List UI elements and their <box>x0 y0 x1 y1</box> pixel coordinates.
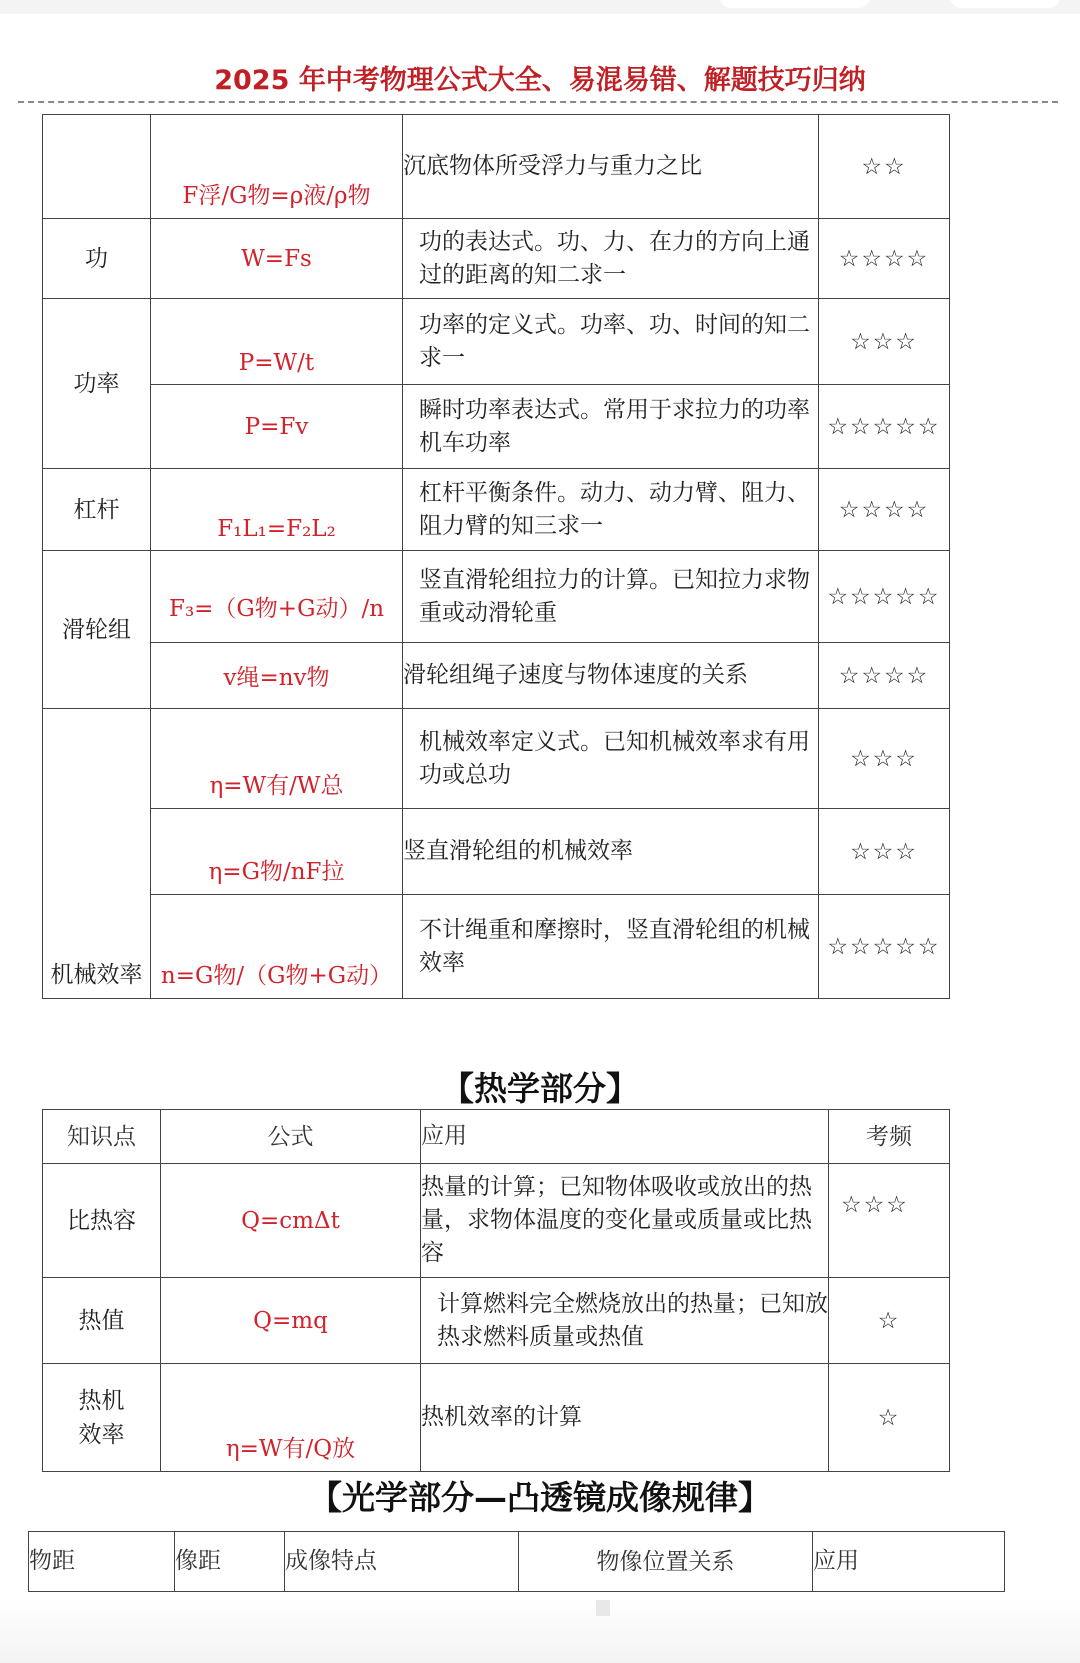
mechanics-table <box>42 114 950 999</box>
table-row <box>43 1164 950 1278</box>
table-row <box>43 643 950 709</box>
header-position-relation: 物像位置关系 <box>519 1532 813 1592</box>
knowledge-cell: 杠杆 <box>43 469 151 551</box>
table-row <box>43 895 950 999</box>
header-application: 应用 <box>421 1110 829 1164</box>
formula-cell: Q=cmΔt <box>161 1164 421 1278</box>
knowledge-cell: 滑轮组 <box>43 551 151 709</box>
application-cell: 瞬时功率表达式。常用于求拉力的功率机车功率 <box>403 385 819 469</box>
formula-cell: v绳=nv物 <box>151 643 403 709</box>
header-frequency: 考频 <box>829 1110 950 1164</box>
header-image-distance: 像距 <box>175 1532 285 1592</box>
formula-cell: F₃=（G物+G动）/n <box>151 551 403 643</box>
knowledge-cell: 功率 <box>43 299 151 469</box>
application-cell: 计算燃料完全燃烧放出的热量；已知放热求燃料质量或热值 <box>421 1278 829 1364</box>
frequency-stars: ☆ <box>829 1364 950 1472</box>
application-cell: 竖直滑轮组拉力的计算。已知拉力求物重或动滑轮重 <box>403 551 819 643</box>
table-row <box>43 809 950 895</box>
knowledge-cell: 功 <box>43 219 151 299</box>
table-row <box>43 1364 950 1472</box>
table-row <box>43 115 950 219</box>
frequency-stars: ☆☆☆☆☆ <box>819 551 950 643</box>
frequency-stars: ☆☆☆ <box>819 299 950 385</box>
optics-table <box>28 1531 1005 1592</box>
table-row <box>43 709 950 809</box>
header-application: 应用 <box>813 1532 1005 1592</box>
top-strip <box>0 0 1080 14</box>
table-row <box>43 385 950 469</box>
formula-cell: F₁L₁=F₂L₂ <box>151 469 403 551</box>
thermal-table <box>42 1109 950 1472</box>
frequency-stars: ☆☆☆ <box>819 809 950 895</box>
frequency-stars: ☆ <box>829 1278 950 1364</box>
knowledge-cell: 热机效率 <box>43 1364 161 1472</box>
formula-cell: n=G物/（G物+G动） <box>151 895 403 999</box>
scroll-mark <box>596 1600 610 1616</box>
table-header-row <box>29 1532 1005 1592</box>
section-title-thermal: 【热学部分】 <box>441 1069 639 1108</box>
bottom-fade <box>0 1600 1080 1663</box>
header-knowledge: 知识点 <box>43 1110 161 1164</box>
frequency-stars: ☆☆☆☆ <box>819 219 950 299</box>
application-cell: 沉底物体所受浮力与重力之比 <box>403 115 819 219</box>
frequency-stars: ☆☆☆ <box>829 1164 950 1278</box>
knowledge-cell <box>43 115 151 219</box>
formula-cell: P=Fv <box>151 385 403 469</box>
table-row <box>43 469 950 551</box>
application-cell: 功的表达式。功、力、在力的方向上通过的距离的知二求一 <box>403 219 819 299</box>
application-cell: 功率的定义式。功率、功、时间的知二求一 <box>403 299 819 385</box>
header-object-distance: 物距 <box>29 1532 175 1592</box>
knowledge-cell: 比热容 <box>43 1164 161 1278</box>
divider <box>18 101 1058 103</box>
section-title-optics: 【光学部分—凸透镜成像规律】 <box>309 1478 771 1517</box>
formula-text: F浮/G物=ρ液/ρ物 <box>182 183 371 209</box>
frequency-stars: ☆☆☆ <box>819 709 950 809</box>
frequency-stars: ☆☆☆☆☆ <box>819 385 950 469</box>
knowledge-cell: 机械效率 <box>43 709 151 999</box>
formula-cell: η=G物/nF拉 <box>151 809 403 895</box>
knowledge-cell: 热值 <box>43 1278 161 1364</box>
table-row <box>43 219 950 299</box>
frequency-stars: ☆☆☆☆☆ <box>819 895 950 999</box>
application-cell: 滑轮组绳子速度与物体速度的关系 <box>403 643 819 709</box>
formula-cell: W=Fs <box>151 219 403 299</box>
application-cell: 热机效率的计算 <box>421 1364 829 1472</box>
top-pill <box>720 0 870 8</box>
top-pill <box>950 0 1060 8</box>
application-cell: 杠杆平衡条件。动力、动力臂、阻力、阻力臂的知三求一 <box>403 469 819 551</box>
table-row <box>43 551 950 643</box>
frequency-stars: ☆☆☆☆ <box>819 469 950 551</box>
header-formula: 公式 <box>161 1110 421 1164</box>
formula-cell: η=W有/W总 <box>151 709 403 809</box>
formula-cell <box>151 115 403 219</box>
application-cell: 竖直滑轮组的机械效率 <box>403 809 819 895</box>
formula-cell: η=W有/Q放 <box>161 1364 421 1472</box>
page-title: 2025 年中考物理公式大全、易混易错、解题技巧归纳 <box>214 65 866 96</box>
formula-cell: P=W/t <box>151 299 403 385</box>
table-header-row <box>43 1110 950 1164</box>
application-cell: 机械效率定义式。已知机械效率求有用功或总功 <box>403 709 819 809</box>
application-cell: 热量的计算；已知物体吸收或放出的热量，求物体温度的变化量或质量或比热容 <box>421 1164 829 1278</box>
application-cell: 不计绳重和摩擦时，竖直滑轮组的机械效率 <box>403 895 819 999</box>
frequency-stars: ☆☆☆☆ <box>819 643 950 709</box>
header-image-features: 成像特点 <box>285 1532 519 1592</box>
table-row <box>43 1278 950 1364</box>
formula-cell: Q=mq <box>161 1278 421 1364</box>
table-row <box>43 299 950 385</box>
frequency-stars: ☆☆ <box>819 115 950 219</box>
